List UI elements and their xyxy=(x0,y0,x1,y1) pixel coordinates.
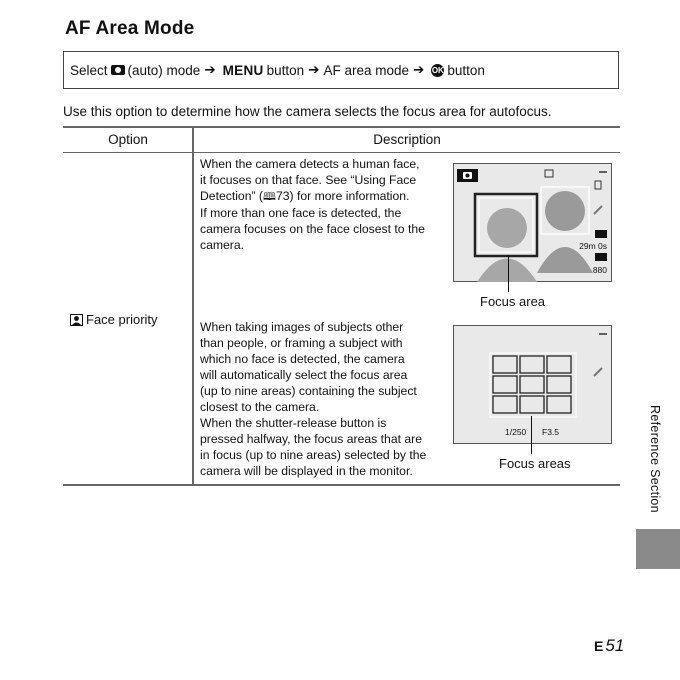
shutter-speed: 1/250 xyxy=(505,427,527,437)
desc2-line: pressed halfway, the focus areas that are xyxy=(200,432,422,446)
section-tab-label: Reference Section xyxy=(648,405,662,513)
desc1-line-part: 73) for more information. xyxy=(275,189,410,203)
desc1-line: it focuses on that face. See “Using Face xyxy=(200,173,417,187)
arrow-right-icon: ➔ xyxy=(413,62,425,77)
book-icon: 🕮 xyxy=(263,191,276,203)
focus-areas-caption: Focus areas xyxy=(499,456,571,471)
desc2-line: than people, or framing a subject with xyxy=(200,336,403,350)
option-face-priority xyxy=(70,312,158,327)
nav-select-text: Select xyxy=(70,62,108,78)
desc1-line: If more than one face is detected, the xyxy=(200,206,402,220)
table-column-divider xyxy=(192,128,194,485)
desc2-line: When taking images of subjects other xyxy=(200,320,404,334)
desc1-line: camera. xyxy=(200,238,245,252)
desc2-line: in focus (up to nine areas) selected by the xyxy=(200,448,427,462)
monitor-illustration-face xyxy=(453,163,612,282)
camera-icon xyxy=(111,65,125,75)
leader-line xyxy=(531,416,532,454)
desc2-line: camera will be displayed in the monitor. xyxy=(200,464,413,478)
desc1-line: When the camera detects a human face, xyxy=(200,157,420,171)
section-tab xyxy=(636,529,680,569)
reference-section-icon: E xyxy=(594,638,604,654)
desc2-line: When the shutter-release button is xyxy=(200,416,387,430)
desc2-line: which no face is detected, the camera xyxy=(200,352,405,366)
description-face-detected xyxy=(200,156,440,253)
desc1-line-part: Detection” ( xyxy=(200,189,263,203)
memory-icon xyxy=(595,230,607,238)
remaining-time: 29m 0s xyxy=(579,241,607,251)
description-no-face xyxy=(200,319,440,479)
arrow-right-icon: ➔ xyxy=(204,62,216,77)
desc2-line: (up to nine areas) containing the subject xyxy=(200,384,417,398)
table-top-rule xyxy=(63,126,620,128)
table-header-option: Option xyxy=(108,132,148,147)
monitor-frame xyxy=(454,326,612,444)
page-title: AF Area Mode xyxy=(65,18,195,39)
page-number xyxy=(594,636,624,656)
table-bottom-rule xyxy=(63,484,620,486)
leader-line xyxy=(508,255,509,292)
arrow-right-icon: ➔ xyxy=(308,62,320,77)
desc1-line xyxy=(200,188,440,205)
monitor-illustration-areas xyxy=(453,325,612,444)
nav-auto-mode-text: (auto) mode xyxy=(127,62,201,78)
ok-button-icon: OK xyxy=(431,65,444,75)
face-priority-icon xyxy=(70,314,83,326)
table-header-description: Description xyxy=(373,132,441,147)
exposure-count: 880 xyxy=(592,265,607,275)
aperture-value: F3.5 xyxy=(542,427,560,437)
camera-mode-icon xyxy=(457,169,478,182)
menu-button-glyph: MENU xyxy=(222,62,264,78)
internal-memory-icon xyxy=(595,253,607,261)
page-number-value: 51 xyxy=(605,636,625,655)
menu-path-box xyxy=(63,51,619,89)
nav-af-area-mode-text: AF area mode xyxy=(323,62,409,78)
table-header-rule xyxy=(63,152,620,153)
option-label: Face priority xyxy=(86,312,158,327)
desc1-line: camera focuses on the face closest to the xyxy=(200,222,425,236)
nav-button-text: button xyxy=(266,62,305,78)
focus-area-caption: Focus area xyxy=(480,294,546,309)
intro-text: Use this option to determine how the camera selects the focus area for autofocus. xyxy=(63,104,552,119)
desc2-line: will automatically select the focus area xyxy=(200,368,408,382)
desc2-line: closest to the camera. xyxy=(200,400,320,414)
nav-button-text-2: button xyxy=(447,62,485,78)
